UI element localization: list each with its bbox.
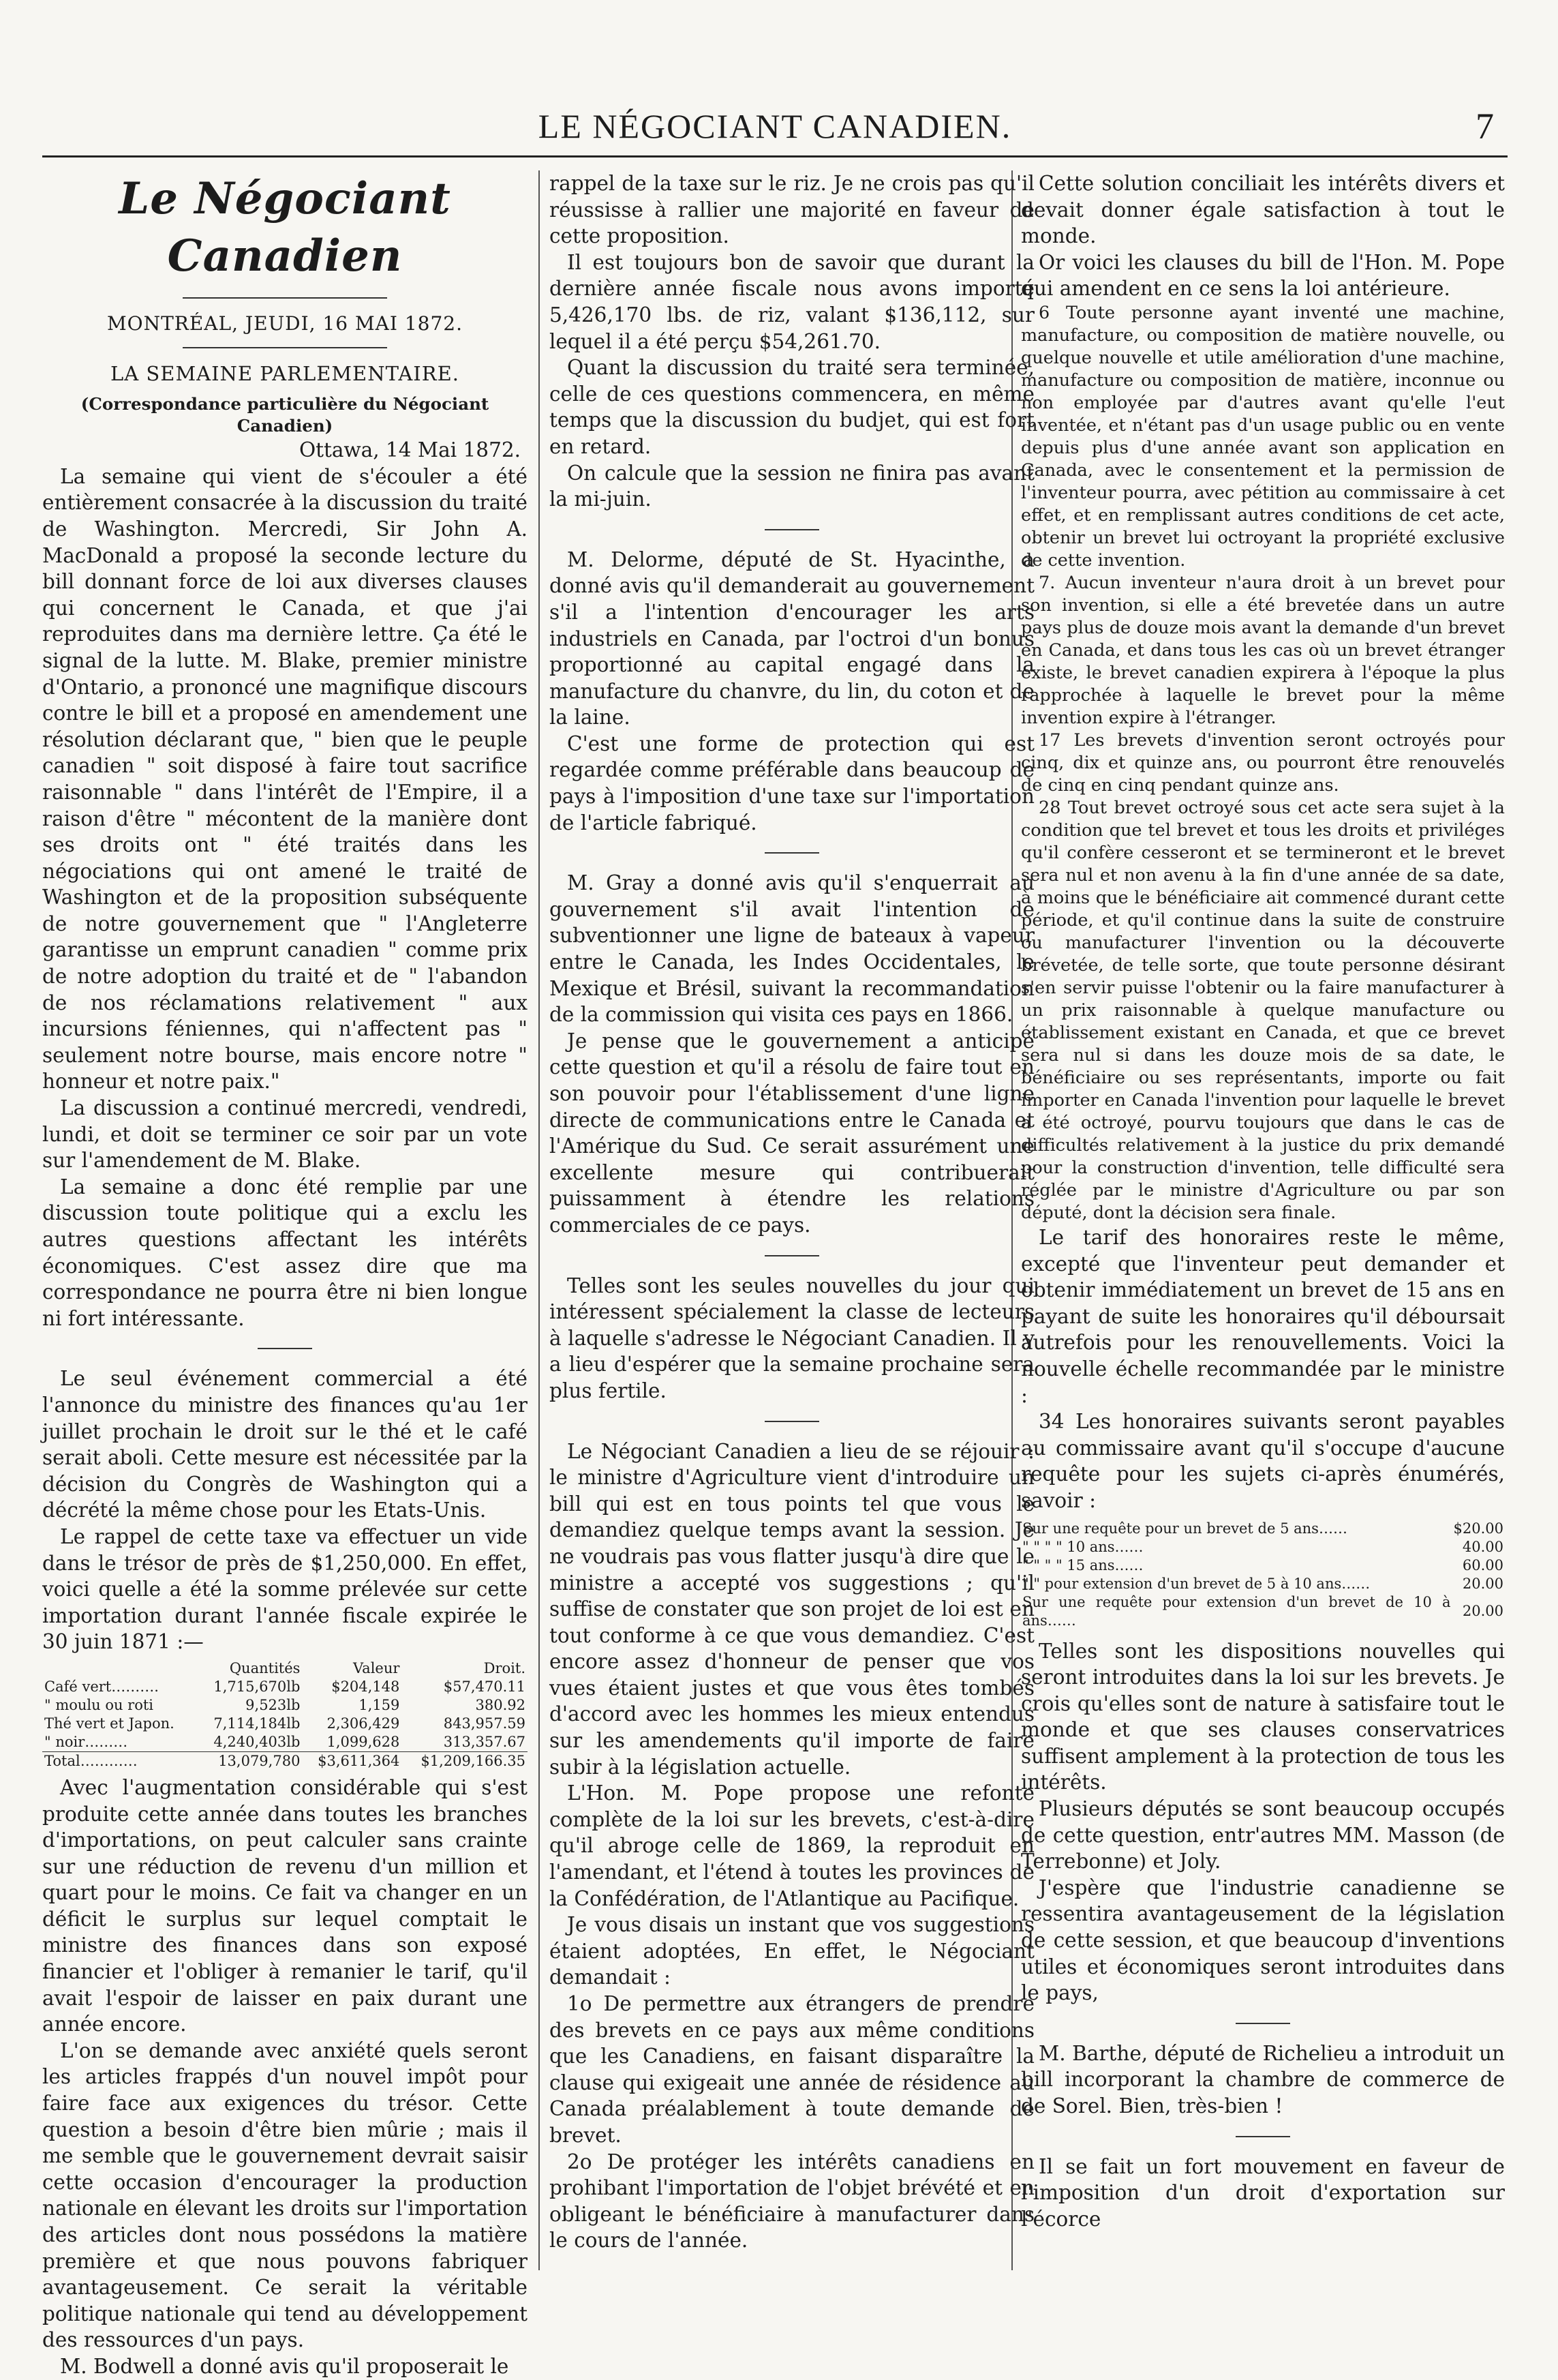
paragraph: Plusieurs députés se sont beaucoup occupés de cette question, entr'autres MM. Masson (de Terrebonne) et Joly. [1021,1797,1505,1873]
masthead: Le Négociant Canadien [119,173,451,282]
paragraph: 2o De protéger les intérêts canadiens en prohibant l'importation de l'objet brévété et en obligeant le bénéficiaire à manufacturer dans le cours de l'année. [549,2150,1035,2253]
paragraph: 34 Les honoraires suivants seront payables au commissaire avant qu'il s'occupe d'aucune requête pour les sujets ci-après énumérés, savoir : [1021,1410,1505,1512]
paragraph: J'espère que l'industrie canadienne se ressentira avantageusement de la législation de cette session, et que beaucoup d'inventions utiles et économiques seront introduites dans le pays, [1021,1876,1505,2005]
fees-table [1021,1520,1505,1630]
table-row: " " " " 15 ans…… 60.00 [1022,1556,1503,1573]
paragraph: M. Delorme, député de St. Hyacinthe, a donné avis qu'il demanderait au gouvernement s'il a l'intention d'encourager les arts industriels en Canada, par l'octroi d'un bonus proportionné au capital engagé dans la manufacture du chanvre, du lin, du coton et de la laine. [549,547,1035,729]
column-rule [538,170,540,2270]
column-1 [42,170,528,2378]
divider [765,852,819,854]
paragraph: Je pense que le gouvernement a anticipé cette question et qu'il a résolu de faire tout en son pouvoir pour l'établissement d'une ligne directe de communications entre le Canada et l'Amérique du Sud. Ce serait assurément une excellente mesure qui contribuerait puissamment à étendre les relations commerciales de ce pays. [549,1029,1035,1237]
article-clause: 7. Aucun inventeur n'aura droit à un brevet pour son invention, si elle a été brevetée dans un autre pays plus de douze mois avant la demande d'un brevet en Canada, et dans tous les cas où un brevet étranger existe, le brevet canadien expirera à l'époque la plus rapprochée à laquelle le brevet pour la même invention expire à l'étranger. [1021,572,1505,728]
column-2 [549,170,1035,2277]
article-clause: 17 Les brevets d'invention seront octroyés pour cinq, dix et quinze ans, ou pourront être renouvelés de cinq en cinq pendant quinze ans. [1021,729,1505,796]
paragraph: Avec l'augmentation considérable qui s'est produite cette année dans toutes les branches d'importations, on peut calculer sans crainte sur une réduction de revenu d'un million et quart pour le moins. Ce fait va changer en un déficit le surplus sur lequel comptait le ministre des finances dans son exposé financier et l'obliger à remanier le tarif, qu'il avait l'espoir de laisser en paix durant une année encore. [42,1775,528,2036]
paragraph: La discussion a continué mercredi, vendredi, lundi, et doit se terminer ce soir par un vote sur l'amendement de M. Blake. [42,1096,528,1173]
article-clause: 6 Toute personne ayant inventé une machine, manufacture, ou composition de matière nouvelle, ou quelque nouvelle et utile amélioration d'une machine, manufacture ou composition de matière, inconnue ou non employée par d'autres avant qu'elle l'eut inventée, et n'étant pas d'un usage public ou en vente depuis plus d'une année avant son application en Canada, avec le consentement et la permission de l'inventeur pourra, avec pétition au commissaire à cet effet, et en remplissant autres conditions de cet acte, obtenir un brevet lui octroyant la propriété exclusive de cette invention. [1021,302,1505,571]
divider [183,297,387,299]
page-header [42,102,1508,157]
divider [765,1255,819,1256]
column-3 [1021,170,1505,2277]
section-title: LA SEMAINE PARLEMENTAIRE. [110,361,459,385]
page-number: 7 [1476,106,1494,147]
paragraph: 1o De permettre aux étrangers de prendre des brevets en ce pays aux même conditions que les Canadiens, en faisant disparaître la clause qui exigeait une année de résidence au Canada préalablement à toute demande de brevet. [549,1992,1035,2147]
table-row: Sur une requête pour un brevet de 5 ans…… $20.00 [1022,1520,1503,1537]
paragraph: rappel de la taxe sur le riz. Je ne crois pas qu'il réussisse à rallier une majorité en faveur de cette proposition. [549,172,1035,248]
paragraph: Le seul événement commercial a été l'annonce du ministre des finances qu'au 1er juillet prochain le droit sur le thé et le café serait aboli. Cette mesure est nécessitée par la décision du Congrès de Washington qui a décrété la même chose pour les Etats-Unis. [42,1367,528,1522]
divider [1236,2136,1290,2137]
dateline: MONTRÉAL, JEUDI, 16 MAI 1872. [106,312,463,335]
paragraph: L'on se demande avec anxiété quels seront les articles frappés d'un nouvel impôt pour faire face aux exigences du trésor. Cette question a besoin d'être bien mûrie ; mais il me semble que le gouvernement devrait saisir cette occasion d'encourager la production nationale en élevant les droits sur l'importation des articles dont nous possédons la matière première et que nous pouvons fabriquer avantageusement. Ce serait la véritable politique nationale qui tend au développement des ressources d'un pays. [42,2038,528,2352]
paragraph: Le tarif des honoraires reste le même, excepté que l'inventeur peut demander et obtenir immédiatement un brevet de 15 ans en payant de suite les honoraires qu'il déboursait autrefois pour les renouvellements. Voici la nouvelle échelle recommandée par le ministre : [1021,1225,1505,1407]
paragraph: L'Hon. M. Pope propose une refonte complète de la loi sur les brevets, c'est-à-dire qu'il abroge celle de 1869, la reproduit en l'amendant, et l'étend à toutes les provinces de la Confédération, de l'Atlantique au Pacifique. [549,1781,1035,1910]
paragraph: La semaine qui vient de s'écouler a été entièrement consacrée à la discussion du traité de Washington. Mercredi, Sir John A. MacDonald a proposé la seconde lecture du bill donnant force de loi aux diverses clauses qui concernent le Canada, et que j'ai reproduites dans ma dernière lettre. Ça été le signal de la lutte. M. Blake, premier ministre d'Ontario, a prononcé une magnifique discours contre le bill et a proposé en amendement une résolution déclarant que, " bien que le peuple canadien " soit disposé à faire tout sacrifice raisonnable " dans l'intérêt de l'Empire, il a raison d'être " mécontent de la manière dont ses droits ont " été traités dans les négociations qui ont amené le traité de Washington et de la proposition subséquente de notre gouvernement que " l'Angleterre garantisse un emprunt canadien " comme prix de notre adoption du traité et de " l'abandon de nos réclamations relativement " aux incursions féniennes, qui n'affectent pas " seulement notre bourse, mais encore notre " honneur et notre paix." [42,464,528,1094]
correspondence-line: (Correspondance particulière du Négociant Canadien) [80,394,489,436]
table-header-row: Quantités Valeur Droit. [229,1659,525,1676]
table-row: Thé vert et Japon. 7,114,184lb 2,306,429 843,957.59 [44,1715,525,1732]
paragraph: Le rappel de cette taxe va effectuer un vide dans le trésor de près de $1,250,000. En effet, voici quelle a été la somme prélevée sur cette importation durant l'année fiscale expirée le 30 juin 1871 :— [42,1524,528,1654]
paragraph: Le Négociant Canadien a lieu de se réjouir : le ministre d'Agriculture vient d'introduire un bill qui est en tous points tel que vous le demandiez quelque temps avant la session. Je ne voudrais pas vous flatter jusqu'à dire que le ministre a accepté vos suggestions ; qu'il suffise de constater que son projet de loi est en tout conforme à ce que vous demandiez. C'est encore assez d'honneur de penser que vos vues étaient justes et que vous êtes tombés d'accord avec les hommes les mieux entendus sur les amendements qu'il importe de faire subir à la législation actuelle. [549,1439,1035,1779]
running-title: LE NÉGOCIANT CANADIEN. [538,107,1012,145]
paragraph: La semaine a donc été remplie par une discussion toute politique qui a exclu les autres questions affectant les intérêts économiques. C'est assez dire que ma correspondance ne pourra être ni bien longue ni fort intéressante. [42,1175,528,1330]
table-row: " moulu ou roti 9,523lb 1,159 380.92 [44,1696,525,1713]
paragraph: C'est une forme de protection qui est regardée comme préférable dans beaucoup de pays à l'imposition d'une taxe sur l'importation de l'article fabriqué. [549,732,1035,834]
divider [1236,2023,1290,2024]
paragraph: M. Bodwell a donné avis qu'il proposerait le [60,2354,509,2378]
table-row: " " pour extension d'un brevet de 5 à 10 ans…… 20.00 [1022,1575,1503,1592]
paragraph: Telles sont les dispositions nouvelles qui seront introduites dans la loi sur les brevets. Je crois qu'elles sont de nature à satisfaire tout le monde et que ses clauses conservatrices suffisent amplement à la protection de tous les intérêts. [1021,1639,1505,1794]
paragraph: Telles sont les seules nouvelles du jour qui intéressent spécialement la classe de lecteurs à laquelle s'adresse le Négociant Canadien. Il y a lieu d'espérer que la semaine prochaine sera plus fertile. [549,1274,1035,1402]
paragraph: Il est toujours bon de savoir que durant la dernière année fiscale nous avons importé 5,426,170 lbs. de riz, valant $136,112, sur lequel il a été perçu $54,261.70. [549,250,1035,353]
paragraph: Quant la discussion du traité sera terminée, celle de ces questions commencera, en même temps que la discussion du budjet, qui est fort en retard. [549,356,1035,458]
paragraph: On calcule que la session ne finira pas avant la mi-juin. [549,461,1035,511]
divider [765,529,819,530]
table-row: " " " " 10 ans…… 40.00 [1022,1538,1503,1555]
divider [183,347,387,348]
paragraph: Cette solution conciliait les intérêts divers et devait donner égale satisfaction à tout le monde. [1021,172,1505,248]
divider [258,1348,312,1349]
paragraph: Or voici les clauses du bill de l'Hon. M. Pope qui amendent en ce sens la loi antérieure. [1021,250,1505,301]
article-clause: 28 Tout brevet octroyé sous cet acte sera sujet à la condition que tel brevet et tous les droits et priviléges qu'il confère cesseront et se termineront et le brevet sera nul et non avenu à la fin d'une année de sa date, à moins que le bénéficiaire ait commencé durant cette période, et qu'il continue dans la suite de construire ou manufacturer l'invention ou la découverte brévetée, de telle sorte, que toute personne désirant s'en servir puisse l'obtenir ou la faire manufacturer à un prix raisonnable à quelque manufacture ou établissement existant en Canada, et que ce brevet sera nul si dans les douze mois de sa date, le bénéficiaire ou ses représentants, importe ou fait importer en Canada l'invention pour laquelle le brevet a été octroyé, pourvu toujours que dans le cas de difficultés relativement à la justice du prix demandé pour la construction d'invention, telle difficulté sera réglée par le ministre d'Agriculture ou par son député, dont la décision sera finale. [1021,797,1505,1223]
import-table [42,1659,528,1771]
paragraph: Il se fait un fort mouvement en faveur de l'imposition d'un droit d'exportation sur l'écorce [1021,2154,1505,2231]
table-row: Sur une requête pour extension d'un brevet de 10 à ans…… 20.00 [1022,1593,1503,1629]
paragraph: M. Gray a donné avis qu'il s'enquerrait au gouvernement s'il avait l'intention de subventionner une ligne de bateaux à vapeur entre le Canada, les Indes Occidentales, le Mexique et Brésil, suivant la recommandation de la commission qui visita ces pays en 1866. [549,871,1035,1027]
table-row: " noir……… 4,240,403lb 1,099,628 313,357.67 [44,1733,525,1750]
paragraph: Je vous disais un instant que vos suggestions étaient adoptées, En effet, le Négociant demandait : [549,1913,1035,1989]
paragraph: M. Barthe, député de Richelieu a introduit un bill incorporant la chambre de commerce de de Sorel. Bien, très-bien ! [1021,2041,1505,2118]
table-total-row: Total………… 13,079,780 $3,611,364 $1,209,166.35 [42,1751,528,1771]
location-date: Ottawa, 14 Mai 1872. [299,438,521,462]
divider [765,1421,819,1422]
table-row: Café vert………. 1,715,670lb $204,148 $57,470.11 [44,1678,525,1695]
